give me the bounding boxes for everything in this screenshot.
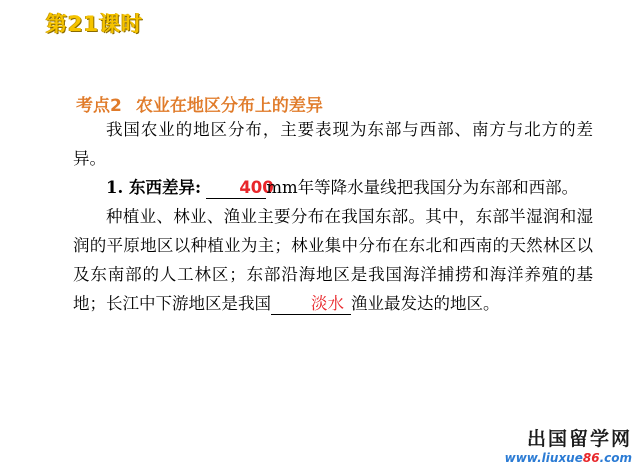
distribution-text: 种植业、林业、渔业主要分布在我国东部。其中，东部半湿润和湿润的平原地区以种植业为主；林业集中分布在东北和西南的天然林区以及东南部的人工林区；东部沿海地区是我国海洋捕捞和海洋养殖的基地；长江中下游地区是我国 <box>73 207 593 313</box>
answer-blank-precipitation <box>206 178 274 199</box>
paragraph-distribution <box>73 202 593 318</box>
east-west-heading: 1. 东西差异: <box>106 178 202 197</box>
logo-url-prefix: www.liuxue <box>504 451 583 465</box>
section-title: 农业在地区分布上的差异 <box>135 96 323 116</box>
east-west-text: mm年等降水量线把我国分为东部和西部。 <box>266 178 579 197</box>
answer-blank-fishery <box>271 294 351 315</box>
logo-name: 出国留学网 <box>526 428 632 450</box>
distribution-end-text: 渔业最发达的地区。 <box>351 294 500 313</box>
answer-precipitation: 400 <box>239 178 274 197</box>
section-heading <box>76 91 323 116</box>
lesson-title: 第21课时 <box>46 12 144 36</box>
answer-fishery: 淡水 <box>311 294 344 313</box>
paragraph-overview: 我国农业的地区分布，主要表现为东部与西部、南方与北方的差异。 <box>73 120 593 168</box>
logo-url <box>505 451 632 465</box>
lesson-content <box>73 115 593 318</box>
paragraph-east-west <box>73 173 593 202</box>
logo-url-suffix: .com <box>599 451 632 465</box>
section-label: 考点2 <box>76 96 122 116</box>
logo-url-highlight: 86 <box>582 451 600 465</box>
site-logo <box>505 427 632 465</box>
